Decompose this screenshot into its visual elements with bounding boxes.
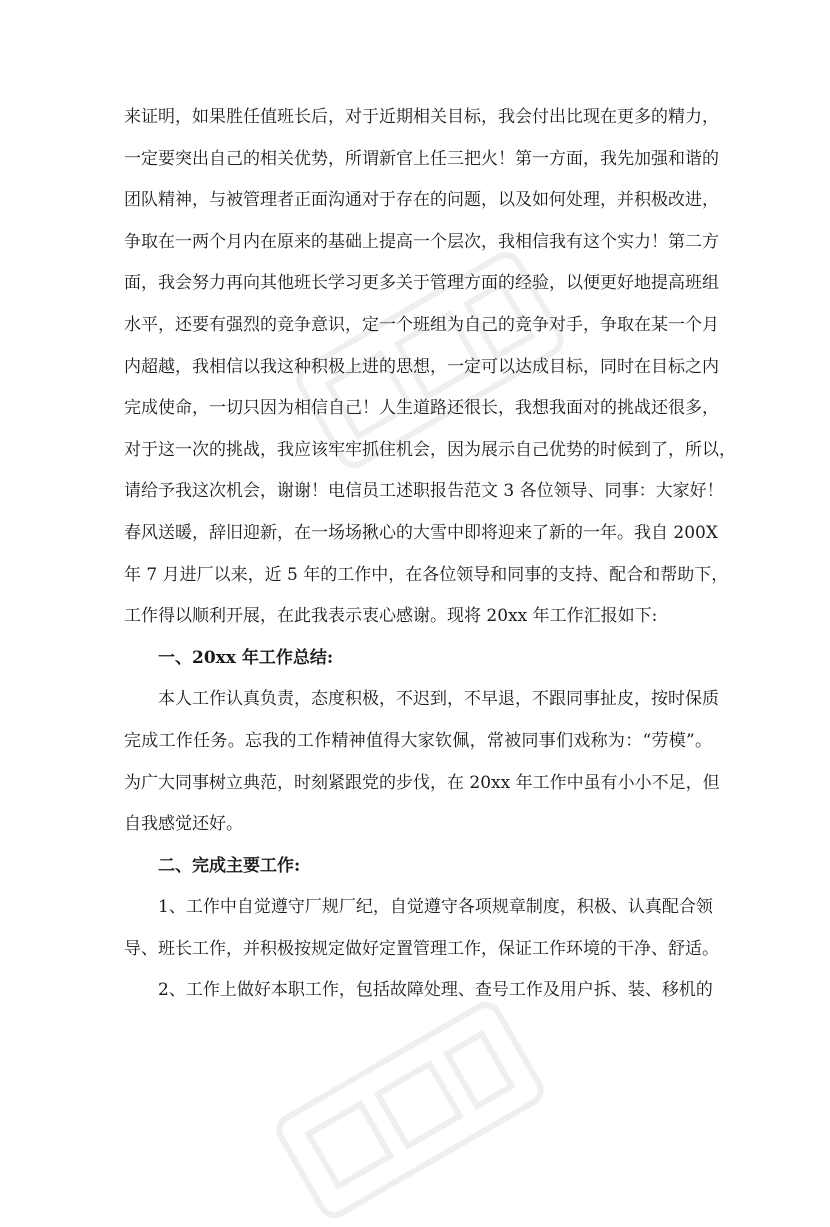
text-line: 导、班长工作，并积极按规定做好定置管理工作，保证工作环境的干净、舒适。	[124, 938, 719, 959]
text-line: 团队精神，与被管理者正面沟通对于存在的问题，以及如何处理，并积极改进，	[124, 190, 719, 211]
text-line: 内超越，我相信以我这种积极上进的思想，一定可以达成目标，同时在目标之内	[124, 356, 719, 377]
watermark-logo	[267, 993, 552, 1227]
section-heading-2: 二、完成主要工作:	[158, 855, 301, 876]
text-line: 自我感觉还好。	[124, 814, 243, 835]
text-line: 完成工作任务。忘我的工作精神值得大家钦佩，常被同事们戏称为：“劳模”。	[124, 730, 712, 751]
text-line: 年 7 月进厂以来，近 5 年的工作中，在各位领导和同事的支持、配合和帮助下，	[124, 564, 729, 585]
text-line: 一定要突出自己的相关优势，所谓新官上任三把火！第一方面，我先加强和谐的	[124, 148, 719, 169]
paragraph-3	[124, 897, 719, 959]
text-line: 来证明，如果胜任值班长后，对于近期相关目标，我会付出比现在更多的精力，	[124, 107, 719, 127]
text-line: 本人工作认真负责，态度积极，不迟到，不早退，不跟同事扯皮，按时保质	[158, 689, 719, 710]
text-line: 水平，还要有强烈的竞争意识，定一个班组为自己的竞争对手，争取在某一个月	[124, 314, 719, 335]
text-line: 完成使命，一切只因为相信自己！人生道路还很长，我想我面对的挑战还很多，	[124, 398, 719, 419]
text-line: 面，我会努力再向其他班长学习更多关于管理方面的经验，以便更好地提高班组	[124, 273, 719, 294]
text-line: 春风送暖，辞旧迎新，在一场场揪心的大雪中即将迎来了新的一年。我自 200X	[124, 522, 718, 543]
text-line: 请给予我这次机会，谢谢！电信员工述职报告范文 3 各位领导、同事：大家好！	[124, 481, 724, 502]
text-line: 为广大同事树立典范，时刻紧跟党的步伐，在 20xx 年工作中虽有小小不足，但	[124, 772, 720, 793]
text-line: 工作得以顺利开展，在此我表示衷心感谢。现将 20xx 年工作汇报如下:	[124, 606, 658, 627]
text-line: 对于这一次的挑战，我应该牢牢抓住机会，因为展示自己优势的时候到了，所以，	[124, 439, 736, 460]
section-heading-1: 一、20xx 年工作总结:	[158, 647, 334, 668]
paragraph-2	[124, 689, 720, 835]
text-line: 1、工作中自觉遵守厂规厂纪，自觉遵守各项规章制度，积极、认真配合领	[158, 897, 713, 918]
text-line: 2、工作上做好本职工作，包括故障处理、查号工作及用户拆、装、移机的	[158, 980, 713, 1001]
paragraph-1	[124, 107, 736, 627]
paragraph-4	[124, 980, 712, 1000]
text-line: 争取在一两个月内在原来的基础上提高一个层次，我相信我有这个实力！第二方	[124, 231, 719, 252]
document-body	[124, 107, 736, 1022]
